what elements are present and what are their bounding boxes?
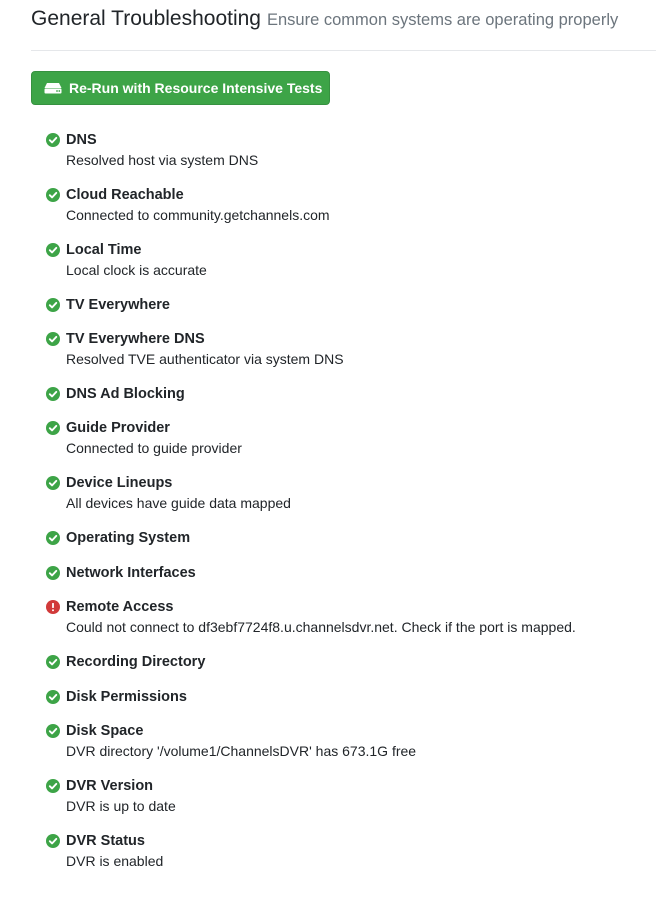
check-circle-icon — [46, 779, 60, 793]
check-detail: DVR is enabled — [66, 853, 164, 869]
page-subtitle: Ensure common systems are operating properly — [267, 11, 619, 29]
check-name: Remote Access — [66, 599, 174, 615]
rerun-tests-button[interactable] — [31, 71, 330, 105]
check-circle-icon — [46, 476, 60, 490]
check-detail: Could not connect to df3ebf7724f8.u.channelsdvr.net. Check if the port is mapped. — [66, 619, 576, 635]
check-circle-icon — [46, 332, 60, 346]
check-name: TV Everywhere DNS — [66, 331, 205, 347]
check-name: Device Lineups — [66, 475, 173, 491]
page-header — [31, 7, 651, 31]
check-circle-icon — [46, 834, 60, 848]
check-circle-icon — [46, 690, 60, 704]
check-circle-icon — [46, 566, 60, 580]
check-circle-icon — [46, 655, 60, 669]
check-detail: Connected to guide provider — [66, 440, 242, 456]
check-detail: DVR directory '/volume1/ChannelsDVR' has 673.1G free — [66, 743, 417, 759]
check-circle-icon — [46, 298, 60, 312]
check-name: Recording Directory — [66, 654, 206, 670]
check-circle-icon — [46, 243, 60, 257]
check-name: Network Interfaces — [66, 565, 196, 581]
check-circle-icon — [46, 724, 60, 738]
check-name: Local Time — [66, 242, 142, 258]
check-name: Cloud Reachable — [66, 187, 184, 203]
check-detail: Local clock is accurate — [66, 262, 207, 278]
header-divider — [31, 50, 656, 51]
check-name: Disk Space — [66, 723, 144, 739]
check-name: Disk Permissions — [66, 689, 187, 705]
check-circle-icon — [46, 188, 60, 202]
check-circle-icon — [46, 531, 60, 545]
hdd-icon — [44, 82, 62, 94]
check-circle-icon — [46, 421, 60, 435]
rerun-tests-label: Re-Run with Resource Intensive Tests — [69, 80, 323, 96]
check-name: DVR Version — [66, 778, 154, 794]
check-circle-icon — [46, 133, 60, 147]
check-circle-icon — [46, 387, 60, 401]
check-detail: All devices have guide data mapped — [66, 495, 291, 511]
check-name: DNS Ad Blocking — [66, 386, 185, 402]
check-detail: Connected to community.getchannels.com — [66, 207, 330, 223]
error-icon — [46, 600, 60, 614]
page-title: General Troubleshooting — [31, 7, 261, 30]
check-detail: DVR is up to date — [66, 798, 176, 814]
check-name: DNS — [66, 132, 97, 148]
check-name: Guide Provider — [66, 420, 170, 436]
check-name: TV Everywhere — [66, 297, 170, 313]
check-name: DVR Status — [66, 833, 145, 849]
check-name: Operating System — [66, 530, 191, 546]
check-detail: Resolved host via system DNS — [66, 152, 259, 168]
check-detail: Resolved TVE authenticator via system DNS — [66, 351, 344, 367]
